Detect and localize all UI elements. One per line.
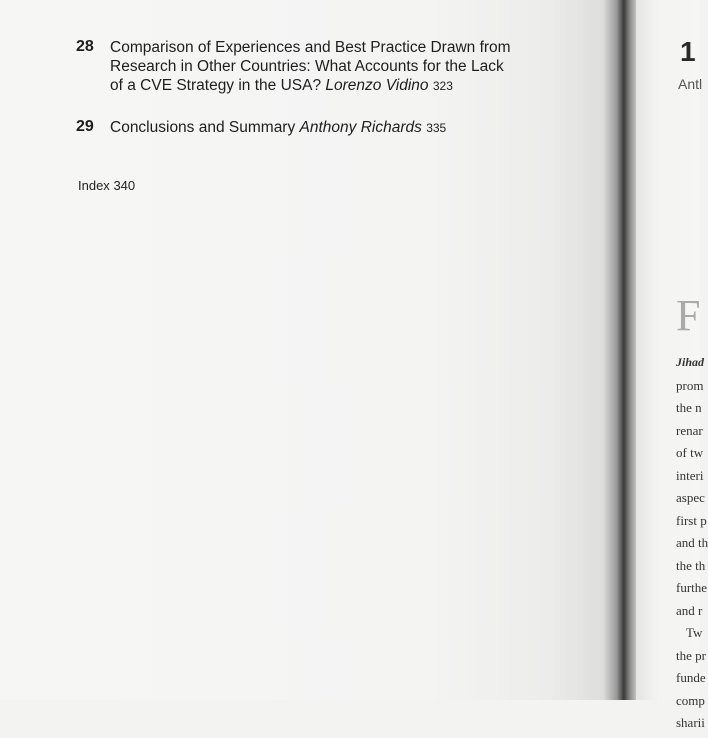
body-line: Tw (686, 625, 703, 640)
body-line: first p (676, 512, 707, 528)
toc-entry-number: 28 (76, 38, 94, 55)
index-page-number: 340 (113, 178, 136, 193)
body-line: prom (676, 377, 704, 393)
body-line: Jihad (676, 355, 705, 369)
toc-entry-28[interactable] (76, 38, 596, 102)
body-line: comp (676, 692, 705, 708)
body-line: of tw (676, 445, 704, 460)
toc-page-number: 335 (426, 121, 447, 135)
toc-entry-title (110, 118, 590, 138)
body-line: interi (676, 467, 704, 483)
bleed-through-text (70, 110, 610, 600)
body-line: aspec (676, 490, 705, 505)
drop-cap-letter: F (676, 291, 701, 340)
toc-page-number: 323 (432, 79, 453, 93)
chapter-subtitle: Antl (678, 76, 703, 92)
body-line: the th (676, 557, 706, 573)
body-line: the n (676, 400, 702, 415)
toc-entry-title (110, 38, 590, 96)
toc-author: Anthony Richards (299, 119, 422, 136)
body-line: renar (676, 422, 703, 438)
body-line: and r (676, 602, 703, 618)
toc-title-line: Conclusions and Summary (110, 119, 296, 136)
body-line: sharii (676, 715, 705, 730)
index-label: Index (78, 178, 110, 193)
toc-entry-29[interactable] (76, 118, 596, 142)
body-text (676, 355, 708, 738)
body-line: and th (676, 535, 708, 550)
body-line: funde (676, 670, 706, 685)
chapter-number: 1 (680, 36, 696, 67)
right-page (636, 0, 708, 730)
toc-index-entry[interactable] (78, 178, 135, 193)
toc-entry-number: 29 (76, 118, 94, 135)
toc-title-line: Research in Other Countries: What Accounts for the Lack (110, 58, 504, 75)
toc-title-line: of a CVE Strategy in the USA? (110, 77, 322, 94)
body-line: the pr (676, 647, 706, 663)
toc-author: Lorenzo Vidino (325, 77, 429, 94)
book-gutter-shadow (604, 0, 640, 700)
body-line: furthe (676, 580, 708, 595)
toc-title-line: Comparison of Experiences and Best Practice Drawn from (110, 39, 511, 56)
